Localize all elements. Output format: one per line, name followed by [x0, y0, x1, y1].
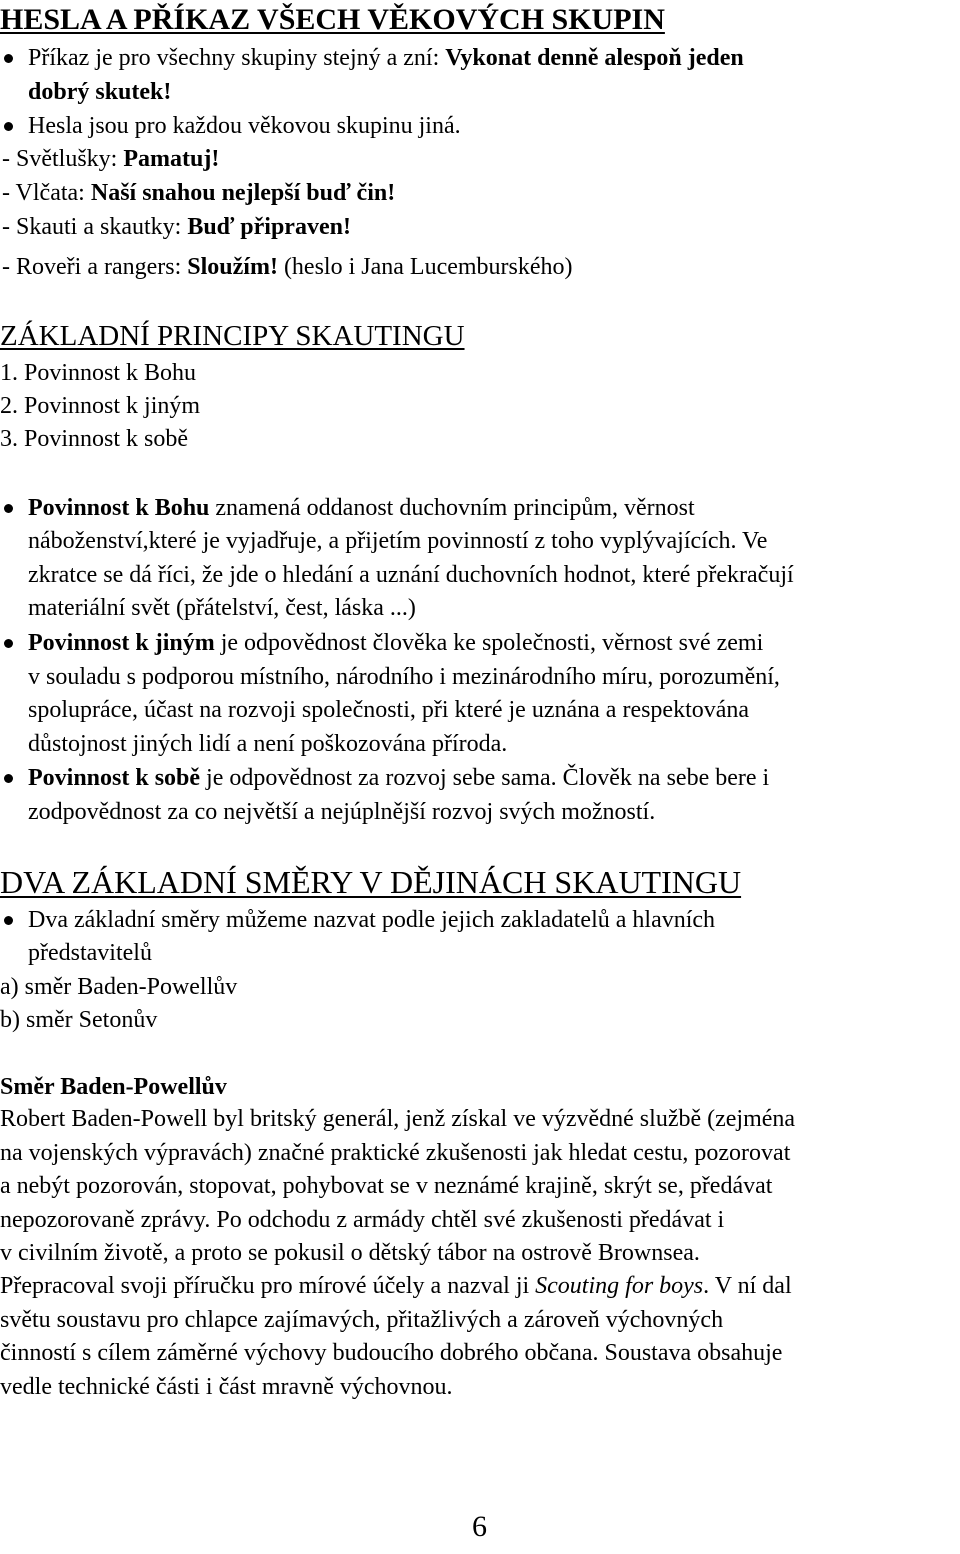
- duty-self-cont: zodpovědnost za co největší a nejúplnější rozvoj svých možností.: [28, 799, 656, 825]
- motto-mottos-line: Hesla jsou pro každou věkovou skupinu jiná.: [28, 113, 461, 139]
- duty-others-cont: v souladu s podporou místního, národního i mezinárodního míru, porozumění,: [28, 664, 780, 690]
- duty-god-line: [28, 493, 695, 523]
- duty-self-line: [28, 763, 769, 793]
- paragraph-line: činností s cílem záměrné výchovy budoucího dobrého občana. Soustava obsahuje: [0, 1340, 783, 1366]
- paragraph-line: v civilním životě, a proto se pokusil o dětský tábor na ostrově Brownsea.: [0, 1240, 700, 1266]
- principle-item: 3. Povinnost k sobě: [0, 426, 189, 452]
- motto-text: Pamatuj!: [123, 146, 220, 172]
- text: - Světlušky:: [2, 146, 124, 172]
- text: znamená oddanost duchovním principům, věrnost: [209, 495, 695, 521]
- motto-item-vlcata: [2, 178, 395, 208]
- paragraph-line: na vojenských výpravách) značné praktické zkušenosti jak hledat cestu, pozorovat: [0, 1140, 791, 1166]
- directions-intro: Dva základní směry můžeme nazvat podle jejich zakladatelů a hlavních: [28, 907, 716, 933]
- text: - Skauti a skautky:: [2, 214, 188, 240]
- directions-intro-cont: představitelů: [28, 940, 152, 966]
- text: . V ní dal: [703, 1273, 792, 1299]
- bullet-dot: [4, 504, 13, 513]
- page-number: 6: [472, 1510, 487, 1543]
- motto-item-svetlusky: [2, 144, 219, 174]
- duty-others-cont: spolupráce, účast na rozvoji společnosti, při které je uznána a respektována: [28, 697, 750, 723]
- motto-text: Naší snahou nejlepší buď čin!: [90, 180, 396, 206]
- principle-item: 1. Povinnost k Bohu: [0, 360, 197, 386]
- book-title: Scouting for boys: [535, 1273, 704, 1299]
- paragraph-line: Robert Baden-Powell byl britský generál, jenž získal ve výzvědné službě (zejména: [0, 1106, 796, 1132]
- duty-god-cont: náboženství,které je vyjadřuje, a přijetím povinností z toho vyplývajících. Ve: [28, 528, 768, 554]
- direction-item: b) směr Setonův: [0, 1007, 158, 1033]
- bullet-dot: [4, 774, 13, 783]
- duty-term: Povinnost k sobě: [28, 765, 201, 791]
- motto-item-skauti: [2, 212, 351, 242]
- duty-others-line: [28, 628, 763, 658]
- direction-item: a) směr Baden-Powellův: [0, 974, 238, 1000]
- command-text: Vykonat denně alespoň jeden: [445, 45, 744, 71]
- duty-term: Povinnost k Bohu: [28, 495, 210, 521]
- text: je odpovědnost člověka ke společnosti, věrnost své zemi: [214, 630, 764, 656]
- paragraph-line: vedle technické části i část mravně výchovnou.: [0, 1374, 453, 1400]
- text: je odpovědnost za rozvoj sebe sama. Člověk na sebe bere i: [200, 765, 770, 791]
- duty-term: Povinnost k jiným: [28, 630, 215, 656]
- bullet-dot: [4, 639, 13, 648]
- paragraph-line: světu soustavu pro chlapce zajímavých, přitažlivých a zároveň výchovných: [0, 1307, 724, 1333]
- duty-god-cont: materiální svět (přátelství, čest, láska ...): [28, 595, 416, 621]
- motto-command-line: [28, 43, 744, 73]
- heading-principles: ZÁKLADNÍ PRINCIPY SKAUTINGU: [0, 320, 465, 352]
- duty-god-cont: zkratce se dá říci, že jde o hledání a uznání duchovních hodnot, které překračují: [28, 562, 794, 588]
- text: - Roveři a rangers:: [2, 254, 188, 280]
- motto-command-cont: dobrý skutek!: [28, 79, 172, 105]
- bullet-dot: [4, 122, 13, 131]
- bullet-dot: [4, 54, 13, 63]
- principle-item: 2. Povinnost k jiným: [0, 393, 201, 419]
- bullet-dot: [4, 916, 13, 925]
- duty-others-cont: důstojnost jiných lidí a není poškozována příroda.: [28, 731, 508, 757]
- motto-item-roveri: [2, 252, 573, 282]
- text: Příkaz je pro všechny skupiny stejný a zní:: [28, 45, 446, 71]
- paragraph-line: [0, 1271, 792, 1301]
- paragraph-line: a nebýt pozorován, stopovat, pohybovat se v neznámé krajině, skrýt se, předávat: [0, 1173, 773, 1199]
- paragraph-line: nepozorovaně zprávy. Po odchodu z armády chtěl své zkušenosti předávat i: [0, 1207, 725, 1233]
- subheading-baden-powell: Směr Baden-Powellův: [0, 1074, 227, 1100]
- motto-text: Buď připraven!: [187, 214, 351, 240]
- text: - Vlčata:: [2, 180, 91, 206]
- text: Přepracoval svoji příručku pro mírové účely a nazval ji: [0, 1273, 536, 1299]
- text: (heslo i Jana Lucemburského): [277, 254, 573, 280]
- heading-mottos: HESLA A PŘÍKAZ VŠECH VĚKOVÝCH SKUPIN: [0, 3, 665, 36]
- motto-text: Sloužím!: [187, 254, 278, 280]
- heading-directions: DVA ZÁKLADNÍ SMĚRY V DĚJINÁCH SKAUTINGU: [0, 864, 742, 900]
